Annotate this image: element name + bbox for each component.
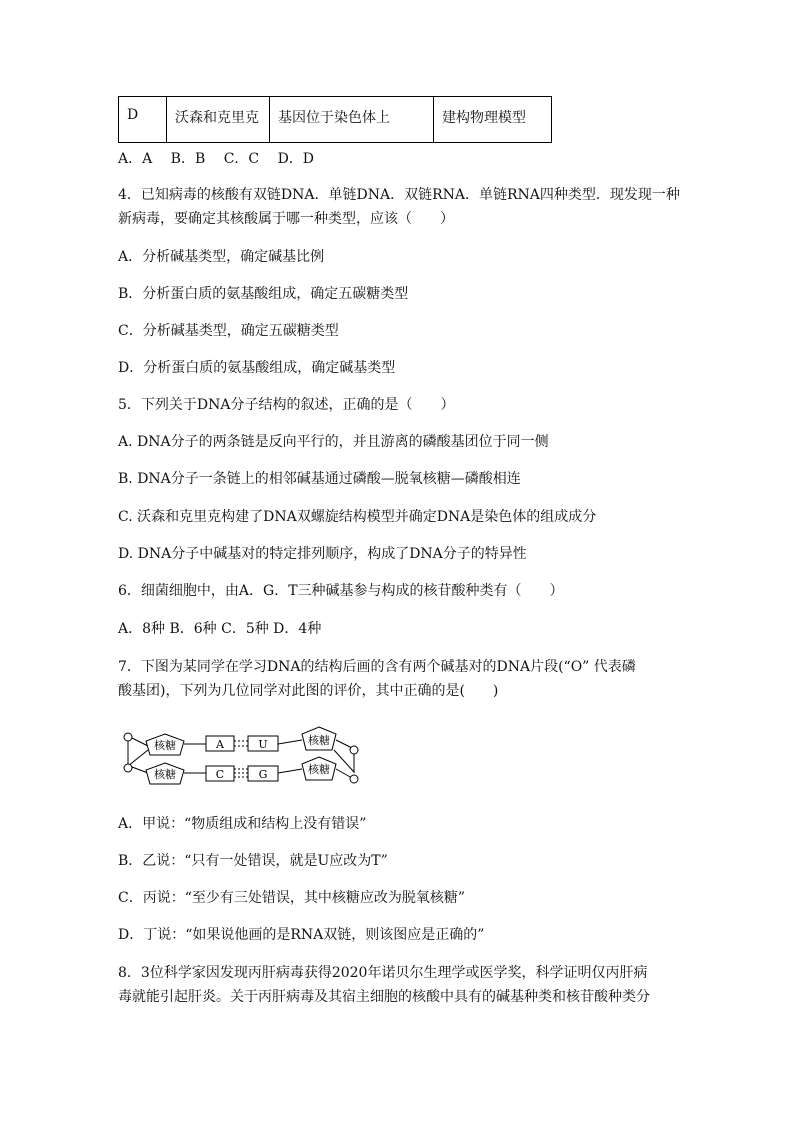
base-sugar-bond [278, 769, 302, 773]
q3-options: A．A B．B C．C D．D [118, 151, 315, 167]
sugar-label: 核糖 [308, 734, 330, 747]
dna-fragment-diagram [118, 722, 368, 794]
right-bond-line [336, 769, 352, 778]
table-cell: 沃森和克里克 [167, 97, 270, 143]
q4-stem-line1: 4．已知病毒的核酸有双链DNA．单链DNA．双链RNA．单链RNA四种类型．现发现一种 [118, 187, 680, 203]
phosphate-circle [350, 775, 358, 783]
q5-option-d: D. DNA分子中碱基对的特定排列顺序，构成了DNA分子的特异性 [118, 546, 527, 562]
phosphate-circle [124, 764, 132, 772]
q5-option-c: C. 沃森和克里克构建了DNA双螺旋结构模型并确定DNA是染色体的组成成分 [118, 509, 597, 525]
q7-stem-line1: 7．下图为某同学在学习DNA的结构后画的含有两个碱基对的DNA片段(“O” 代表磷 [118, 659, 636, 675]
base-label: U [258, 738, 268, 751]
base-label: A [216, 738, 224, 751]
q7-stem-line2: 酸基团)，下列为几位同学对此图的评价，其中正确的是( ) [118, 683, 499, 699]
q8-stem-line1: 8．3位科学家因发现丙肝病毒获得2020年诺贝尔生理学或医学奖，科学证明仅丙肝病 [118, 965, 648, 981]
phosphate-circle [124, 733, 132, 741]
table-cell: D [119, 97, 167, 143]
q5-option-a: A. DNA分子的两条链是反向平行的，并且游离的磷酸基团位于同一侧 [118, 434, 549, 450]
q4-option-d: D．分析蛋白质的氨基酸组成，确定碱基类型 [118, 360, 396, 376]
right-bond-line [336, 740, 352, 748]
q7-option-c: C．丙说：“至少有三处错误，其中核糖应改为脱氧核糖” [118, 890, 466, 906]
q7-option-a: A．甲说：“物质组成和结构上没有错误” [118, 816, 367, 832]
q4-option-c: C．分析碱基类型，确定五碳糖类型 [118, 323, 339, 339]
q7-option-d: D．丁说：“如果说他画的是RNA双链，则该图应是正确的” [118, 927, 485, 943]
q5-stem: 5．下列关于DNA分子结构的叙述，正确的是（ ） [118, 397, 455, 413]
phosphate-circle [350, 746, 358, 754]
left-bond-line [132, 738, 148, 746]
q6-options: A．8种 B．6种 C．5种 D．4种 [118, 621, 322, 637]
base-sugar-bond [278, 740, 302, 744]
table-cell: 基因位于染色体上 [270, 97, 434, 143]
q4-stem-line2: 新病毒，要确定其核酸属于哪一种类型，应该（ ） [118, 211, 454, 227]
base-label: G [258, 768, 268, 781]
table-row [119, 97, 552, 143]
sugar-label: 核糖 [154, 739, 176, 752]
q4-option-a: A．分析碱基类型，确定碱基比例 [118, 249, 325, 265]
sugar-label: 核糖 [154, 768, 176, 781]
q6-stem: 6．细菌细胞中，由A．G．T三种碱基参与构成的核苷酸种类有（ ） [118, 583, 564, 599]
answer-table [118, 96, 552, 143]
q8-stem-line2: 毒就能引起肝炎。关于丙肝病毒及其宿主细胞的核酸中具有的碱基种类和核苷酸种类分 [118, 989, 650, 1005]
base-label: C [215, 768, 225, 781]
sugar-label: 核糖 [308, 763, 330, 776]
q5-option-b: B. DNA分子一条链上的相邻碱基通过磷酸—脱氧核糖—磷酸相连 [118, 471, 521, 487]
left-backbone-diag [128, 750, 148, 766]
q4-option-b: B．分析蛋白质的氨基酸组成，确定五碳糖类型 [118, 286, 409, 302]
table-cell: 建构物理模型 [434, 97, 552, 143]
q7-option-b: B．乙说：“只有一处错误，就是U应改为T” [118, 853, 388, 869]
